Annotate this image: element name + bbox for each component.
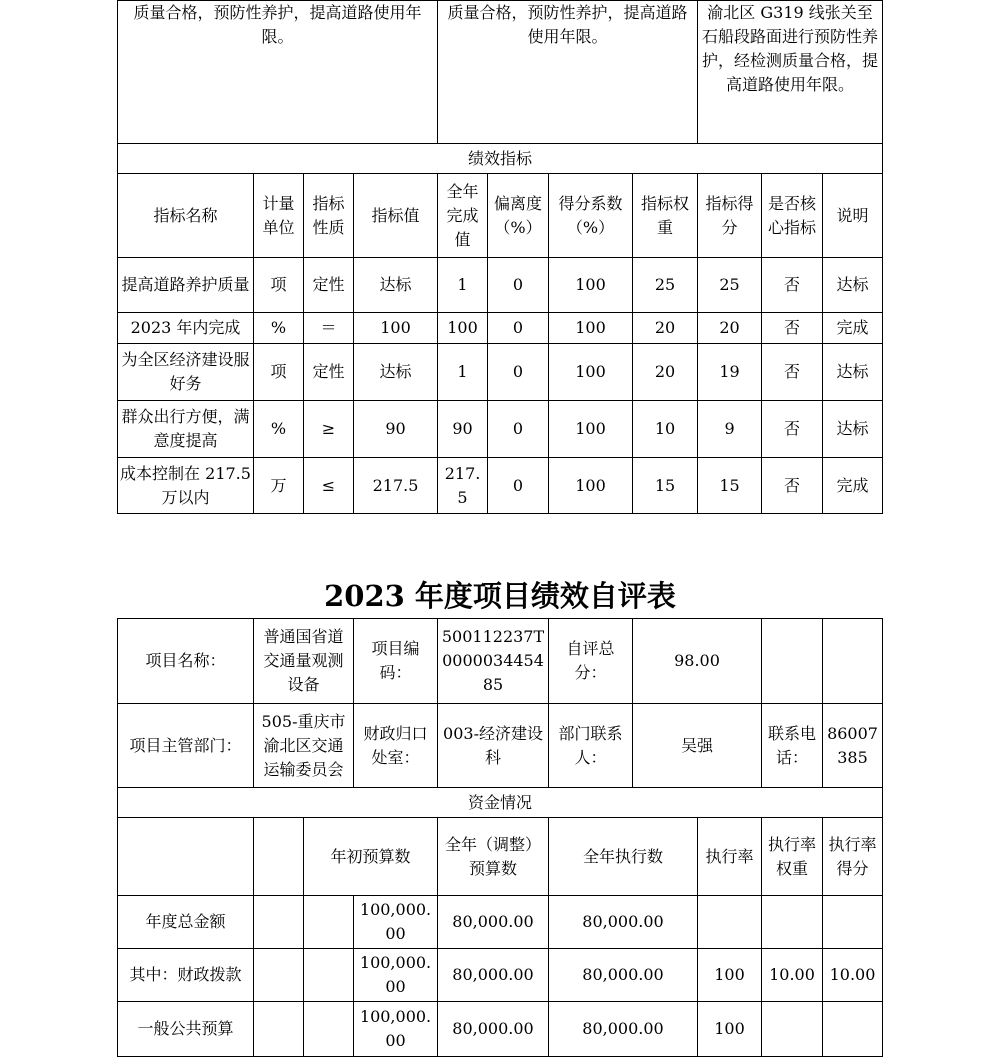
funds-row bbox=[118, 949, 883, 1002]
header-cell: 执行率 bbox=[698, 818, 762, 896]
department-value: 505-重庆市渝北区交通运输委员会 bbox=[254, 704, 354, 788]
header-cell: 说明 bbox=[823, 174, 883, 258]
table-cell: 否 bbox=[762, 401, 823, 458]
funds-row bbox=[118, 896, 883, 949]
table-cell: % bbox=[254, 313, 304, 344]
section-title-funds: 资金情况 bbox=[118, 788, 883, 818]
funds-score bbox=[823, 1002, 883, 1057]
empty-cell bbox=[304, 896, 354, 949]
table-cell: 达标 bbox=[354, 344, 438, 401]
table-cell: 100 bbox=[549, 258, 633, 313]
table-cell: 万 bbox=[254, 458, 304, 514]
table-cell: % bbox=[254, 401, 304, 458]
table-cell: 15 bbox=[633, 458, 698, 514]
header-cell: 指标性质 bbox=[304, 174, 354, 258]
funds-adjusted: 80,000.00 bbox=[438, 896, 549, 949]
indicator-row bbox=[118, 313, 883, 344]
table-cell: 217.5 bbox=[438, 458, 488, 514]
table-cell: 0 bbox=[488, 344, 549, 401]
funds-executed: 80,000.00 bbox=[549, 896, 698, 949]
table-cell: 20 bbox=[633, 344, 698, 401]
funds-rate: 100 bbox=[698, 1002, 762, 1057]
indicator-row bbox=[118, 458, 883, 514]
table-cell: 1 bbox=[438, 258, 488, 313]
empty-cell bbox=[254, 896, 304, 949]
funds-adjusted: 80,000.00 bbox=[438, 949, 549, 1002]
performance-indicator-table bbox=[117, 0, 883, 514]
empty-cell bbox=[118, 818, 254, 896]
funds-initial: 100,000.00 bbox=[354, 949, 438, 1002]
table-cell: 100 bbox=[549, 344, 633, 401]
table-cell: 提高道路养护质量 bbox=[118, 258, 254, 313]
funds-weight bbox=[762, 896, 823, 949]
table-cell: 100 bbox=[549, 313, 633, 344]
table-cell: 0 bbox=[488, 313, 549, 344]
empty-cell bbox=[762, 619, 823, 704]
table-cell: 1 bbox=[438, 344, 488, 401]
header-cell: 计量单位 bbox=[254, 174, 304, 258]
indicator-header-row bbox=[118, 174, 883, 258]
table-cell: 达标 bbox=[823, 258, 883, 313]
funds-row bbox=[118, 1002, 883, 1057]
goal-cell-planned: 质量合格，预防性养护，提高道路使用年限。 bbox=[118, 1, 438, 144]
header-cell: 得分系数（%） bbox=[549, 174, 633, 258]
table-cell: 25 bbox=[633, 258, 698, 313]
department-info-row bbox=[118, 704, 883, 788]
phone-value: 86007385 bbox=[823, 704, 883, 788]
table-cell: 100 bbox=[549, 401, 633, 458]
funds-row-label: 一般公共预算 bbox=[118, 1002, 254, 1057]
header-cell: 全年（调整）预算数 bbox=[438, 818, 549, 896]
project-name-value: 普通国省道交通量观测设备 bbox=[254, 619, 354, 704]
table-cell: ≤ bbox=[304, 458, 354, 514]
self-score-value: 98.00 bbox=[633, 619, 762, 704]
table-cell: 25 bbox=[698, 258, 762, 313]
page-title: 2023 年度项目绩效自评表 bbox=[324, 579, 676, 613]
project-code-label: 项目编码： bbox=[354, 619, 438, 704]
table-cell: 0 bbox=[488, 458, 549, 514]
funds-initial: 100,000.00 bbox=[354, 896, 438, 949]
empty-cell bbox=[304, 1002, 354, 1057]
section-row bbox=[118, 144, 883, 174]
project-name-label: 项目名称： bbox=[118, 619, 254, 704]
header-cell: 是否核心指标 bbox=[762, 174, 823, 258]
table-cell: 定性 bbox=[304, 344, 354, 401]
table-cell: 10 bbox=[633, 401, 698, 458]
table-cell: 15 bbox=[698, 458, 762, 514]
header-cell: 全年完成值 bbox=[438, 174, 488, 258]
table-cell: 否 bbox=[762, 313, 823, 344]
funds-executed: 80,000.00 bbox=[549, 1002, 698, 1057]
funds-weight: 10.00 bbox=[762, 949, 823, 1002]
empty-cell bbox=[823, 619, 883, 704]
section-row bbox=[118, 788, 883, 818]
table-cell: ≥ bbox=[304, 401, 354, 458]
project-info-row bbox=[118, 619, 883, 704]
table-cell: 90 bbox=[438, 401, 488, 458]
funds-score: 10.00 bbox=[823, 949, 883, 1002]
table-cell: 20 bbox=[698, 313, 762, 344]
table-cell: ＝ bbox=[304, 313, 354, 344]
indicator-row bbox=[118, 344, 883, 401]
funds-executed: 80,000.00 bbox=[549, 949, 698, 1002]
funds-initial: 100,000.00 bbox=[354, 1002, 438, 1057]
header-cell: 指标值 bbox=[354, 174, 438, 258]
section-title-indicators: 绩效指标 bbox=[118, 144, 883, 174]
funds-header-row bbox=[118, 818, 883, 896]
header-cell: 年初预算数 bbox=[304, 818, 438, 896]
table-cell: 完成 bbox=[823, 313, 883, 344]
funds-rate bbox=[698, 896, 762, 949]
empty-cell bbox=[254, 949, 304, 1002]
table-cell: 9 bbox=[698, 401, 762, 458]
table-cell: 2023 年内完成 bbox=[118, 313, 254, 344]
contact-label: 部门联系人： bbox=[549, 704, 633, 788]
table-cell: 否 bbox=[762, 458, 823, 514]
funds-adjusted: 80,000.00 bbox=[438, 1002, 549, 1057]
table-cell: 达标 bbox=[823, 401, 883, 458]
goal-row bbox=[118, 1, 883, 144]
table-cell: 0 bbox=[488, 258, 549, 313]
table-cell: 100 bbox=[549, 458, 633, 514]
table-cell: 否 bbox=[762, 344, 823, 401]
header-cell: 偏离度（%） bbox=[488, 174, 549, 258]
header-cell: 执行率得分 bbox=[823, 818, 883, 896]
project-evaluation-table bbox=[117, 618, 883, 1057]
table-cell: 否 bbox=[762, 258, 823, 313]
funds-row-label: 年度总金额 bbox=[118, 896, 254, 949]
table-cell: 达标 bbox=[354, 258, 438, 313]
empty-cell bbox=[254, 1002, 304, 1057]
header-cell: 全年执行数 bbox=[549, 818, 698, 896]
department-label: 项目主管部门： bbox=[118, 704, 254, 788]
header-cell: 指标名称 bbox=[118, 174, 254, 258]
funds-row-label: 其中：财政拨款 bbox=[118, 949, 254, 1002]
table-cell: 20 bbox=[633, 313, 698, 344]
table-cell: 100 bbox=[438, 313, 488, 344]
goal-cell-mid: 质量合格，预防性养护，提高道路使用年限。 bbox=[438, 1, 698, 144]
funds-rate: 100 bbox=[698, 949, 762, 1002]
funds-weight bbox=[762, 1002, 823, 1057]
project-code-value: 500112237T000003445485 bbox=[438, 619, 549, 704]
table-cell: 100 bbox=[354, 313, 438, 344]
table-cell: 项 bbox=[254, 258, 304, 313]
table-cell: 达标 bbox=[823, 344, 883, 401]
table-cell: 为全区经济建设服好务 bbox=[118, 344, 254, 401]
table-cell: 90 bbox=[354, 401, 438, 458]
table-cell: 成本控制在 217.5 万以内 bbox=[118, 458, 254, 514]
finance-office-label: 财政归口处室： bbox=[354, 704, 438, 788]
table-cell: 项 bbox=[254, 344, 304, 401]
table-cell: 定性 bbox=[304, 258, 354, 313]
header-cell: 指标权重 bbox=[633, 174, 698, 258]
empty-cell bbox=[304, 949, 354, 1002]
goal-cell-actual: 渝北区 G319 线张关至石船段路面进行预防性养护，经检测质量合格，提高道路使用年限。 bbox=[698, 1, 883, 144]
finance-office-value: 003-经济建设科 bbox=[438, 704, 549, 788]
header-cell: 执行率权重 bbox=[762, 818, 823, 896]
self-score-label: 自评总分： bbox=[549, 619, 633, 704]
contact-value: 吴强 bbox=[633, 704, 762, 788]
table-cell: 群众出行方便，满意度提高 bbox=[118, 401, 254, 458]
table-cell: 0 bbox=[488, 401, 549, 458]
table-cell: 完成 bbox=[823, 458, 883, 514]
header-cell: 指标得分 bbox=[698, 174, 762, 258]
indicator-row bbox=[118, 258, 883, 313]
empty-cell bbox=[254, 818, 304, 896]
funds-score bbox=[823, 896, 883, 949]
phone-label: 联系电话： bbox=[762, 704, 823, 788]
table-cell: 19 bbox=[698, 344, 762, 401]
indicator-row bbox=[118, 401, 883, 458]
table-cell: 217.5 bbox=[354, 458, 438, 514]
